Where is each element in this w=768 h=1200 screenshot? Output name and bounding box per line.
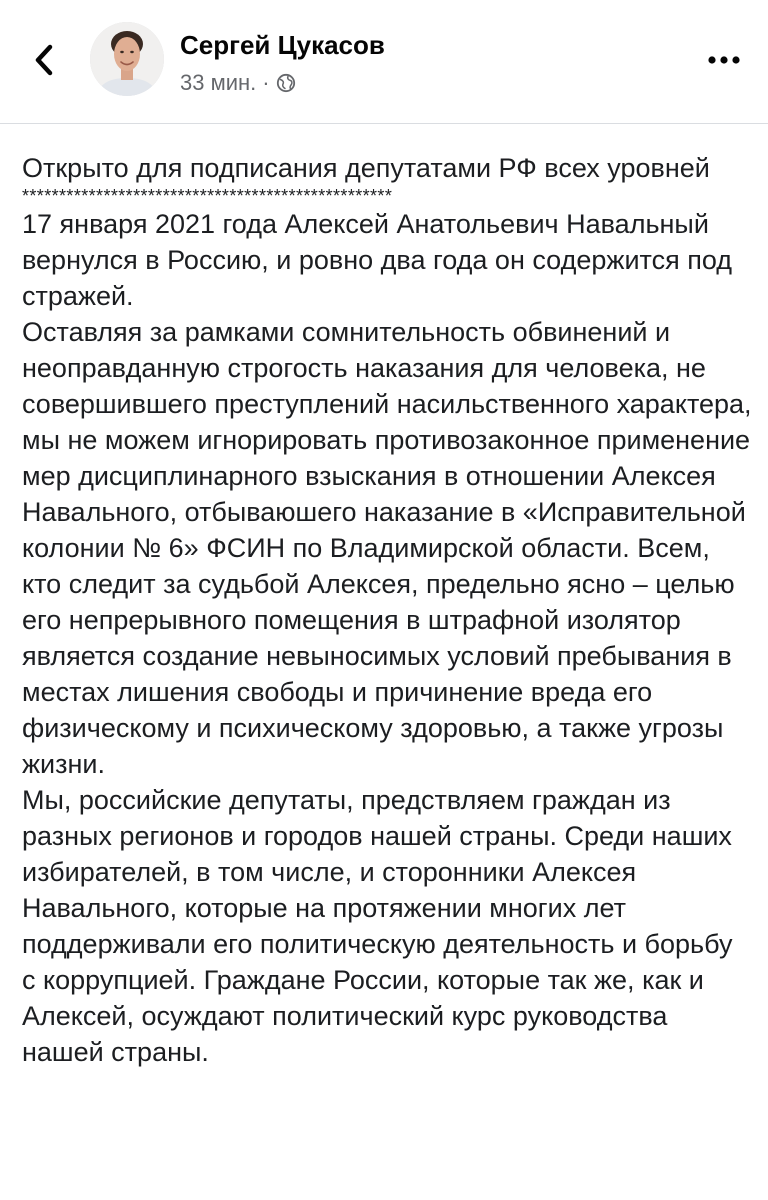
- back-button[interactable]: [22, 36, 66, 84]
- author-name[interactable]: Сергей Цукасов: [180, 30, 385, 60]
- post-text: [22, 150, 752, 1070]
- avatar-photo: [90, 22, 164, 96]
- post-title: Открыто для подписания депутатами РФ всех уровней: [22, 153, 710, 183]
- author-avatar[interactable]: [90, 22, 164, 96]
- post-header: [0, 0, 768, 124]
- meta-separator: ·: [262, 70, 270, 95]
- header-divider: [0, 123, 768, 124]
- paragraph: 17 января 2021 года Алексей Анатольевич Навальный вернулся в Россию, и ровно два года он содержится под стражей.: [22, 209, 733, 311]
- paragraph: Оставляя за рамками сомнительность обвинений и неоправданную строгость наказания для человека, не совершившего преступлений насильственного характера, мы не можем игнорировать противозаконное применение мер дисциплинарного взыскания в отношении Алексея Навального, отбываюшего наказание в «Исправительной колонии № 6» ФСИН по Владимирской области. Всем, кто следит за судьбой Алексея, предельно ясно – целью его непрерывного помещения в штрафной изолятор является создание невыносимых условий пребывания в местах лишения свободы и причинение вреда его физическому и психическому здоровью, а также угрозы жизни.: [22, 317, 752, 779]
- chevron-left-icon: [33, 43, 55, 77]
- text-divider: **************************************************: [22, 186, 393, 206]
- post-time[interactable]: 33 мин.: [180, 70, 257, 95]
- more-horizontal-icon: [707, 55, 741, 65]
- globe-icon: [276, 73, 296, 93]
- paragraph: Мы, российские депутаты, предствляем граждан из разных регионов и городов нашей страны. Среди наших избирателей, в том числе, и сторонники Алексея Навального, которые на протяжении многих лет поддерживали его политическую деятельность и борьбу с коррупцией. Граждане России, которые так же, как и Алексей, осуждают политический курс руководства нашей страны.: [22, 785, 733, 1067]
- post-meta: [180, 70, 296, 96]
- more-options-button[interactable]: [700, 44, 748, 76]
